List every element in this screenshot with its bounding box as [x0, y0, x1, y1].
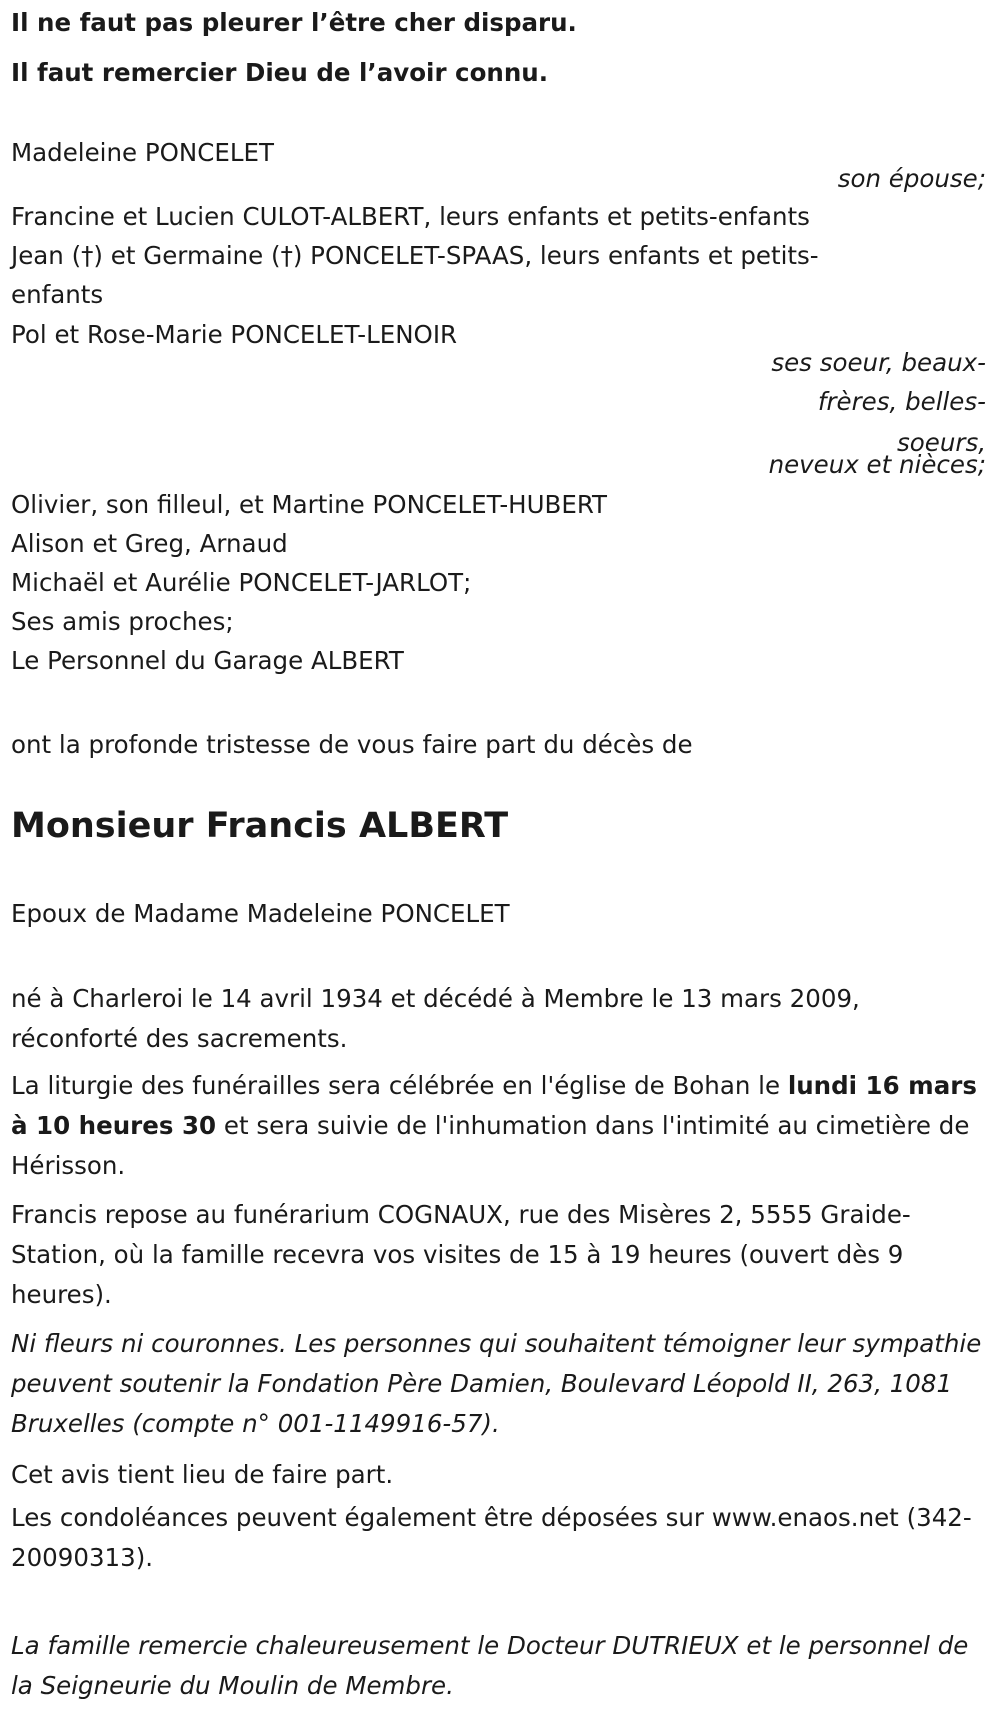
visitation: Francis repose au funérarium COGNAUX, rue des Misères 2, 5555 Graide-Station, où la famille recevra vos visites de 15 à 19 heures (ouvert dès 9 heures). — [11, 1200, 911, 1309]
announcement: ont la profonde tristesse de vous faire part du décès de — [11, 730, 693, 759]
sibling-line-2: Jean (†) et Germaine (†) PONCELET-SPAAS, leurs enfants et petits- — [11, 241, 819, 270]
funeral-text-before: La liturgie des funérailles sera célébrée en l'église de Bohan le — [11, 1071, 788, 1100]
siblings-role-1: ses soeur, beaux- — [771, 348, 986, 377]
spouse-role: son épouse; — [837, 164, 986, 193]
flowers-note: Ni fleurs ni couronnes. Les personnes qui souhaitent témoigner leur sympathie peuvent soutenir la Fondation Père Damien, Boulevard Léopold II, 263, 1081 Bruxelles (compte n° 001-1149916-57). — [11, 1329, 982, 1438]
notice: Cet avis tient lieu de faire part. — [11, 1460, 394, 1489]
birth-death: né à Charleroi le 14 avril 1934 et décédé à Membre le 13 mars 2009, réconforté des sacrements. — [11, 984, 860, 1053]
funeral-details — [11, 1066, 986, 1186]
other-line-2: Alison et Greg, Arnaud — [11, 529, 288, 558]
thanks: La famille remercie chaleureusement le Docteur DUTRIEUX et le personnel de la Seigneurie du Moulin de Membre. — [11, 1631, 969, 1700]
other-line-3: Michaël et Aurélie PONCELET-JARLOT; — [11, 568, 472, 597]
epigraph-line-1: Il ne faut pas pleurer l’être cher disparu. — [11, 8, 577, 37]
spouse-line: Epoux de Madame Madeleine PONCELET — [11, 899, 510, 928]
siblings-role-2: frères, belles- — [817, 387, 986, 416]
sibling-line-3: enfants — [11, 280, 104, 309]
condolences: Les condoléances peuvent également être déposées sur www.enaos.net (342-20090313). — [11, 1503, 972, 1572]
funeral-text-after: et sera suivie de l'inhumation dans l'intimité au cimetière de Hérisson. — [11, 1111, 970, 1180]
epigraph-line-2: Il faut remercier Dieu de l’avoir connu. — [11, 58, 549, 87]
siblings-role-3: soeurs, — [897, 428, 986, 457]
funeral-date-time: lundi 16 mars à 10 heures 30 — [11, 1071, 977, 1140]
siblings-role-4: neveux et nièces; — [768, 450, 986, 479]
other-line-5: Le Personnel du Garage ALBERT — [11, 646, 404, 675]
sibling-line-4: Pol et Rose-Marie PONCELET-LENOIR — [11, 320, 458, 349]
other-line-4: Ses amis proches; — [11, 607, 234, 636]
deceased-name: Monsieur Francis ALBERT — [11, 806, 509, 846]
other-line-1: Olivier, son filleul, et Martine PONCELET-HUBERT — [11, 490, 608, 519]
sibling-line-1: Francine et Lucien CULOT-ALBERT, leurs enfants et petits-enfants — [11, 202, 810, 231]
spouse-name: Madeleine PONCELET — [11, 138, 274, 167]
